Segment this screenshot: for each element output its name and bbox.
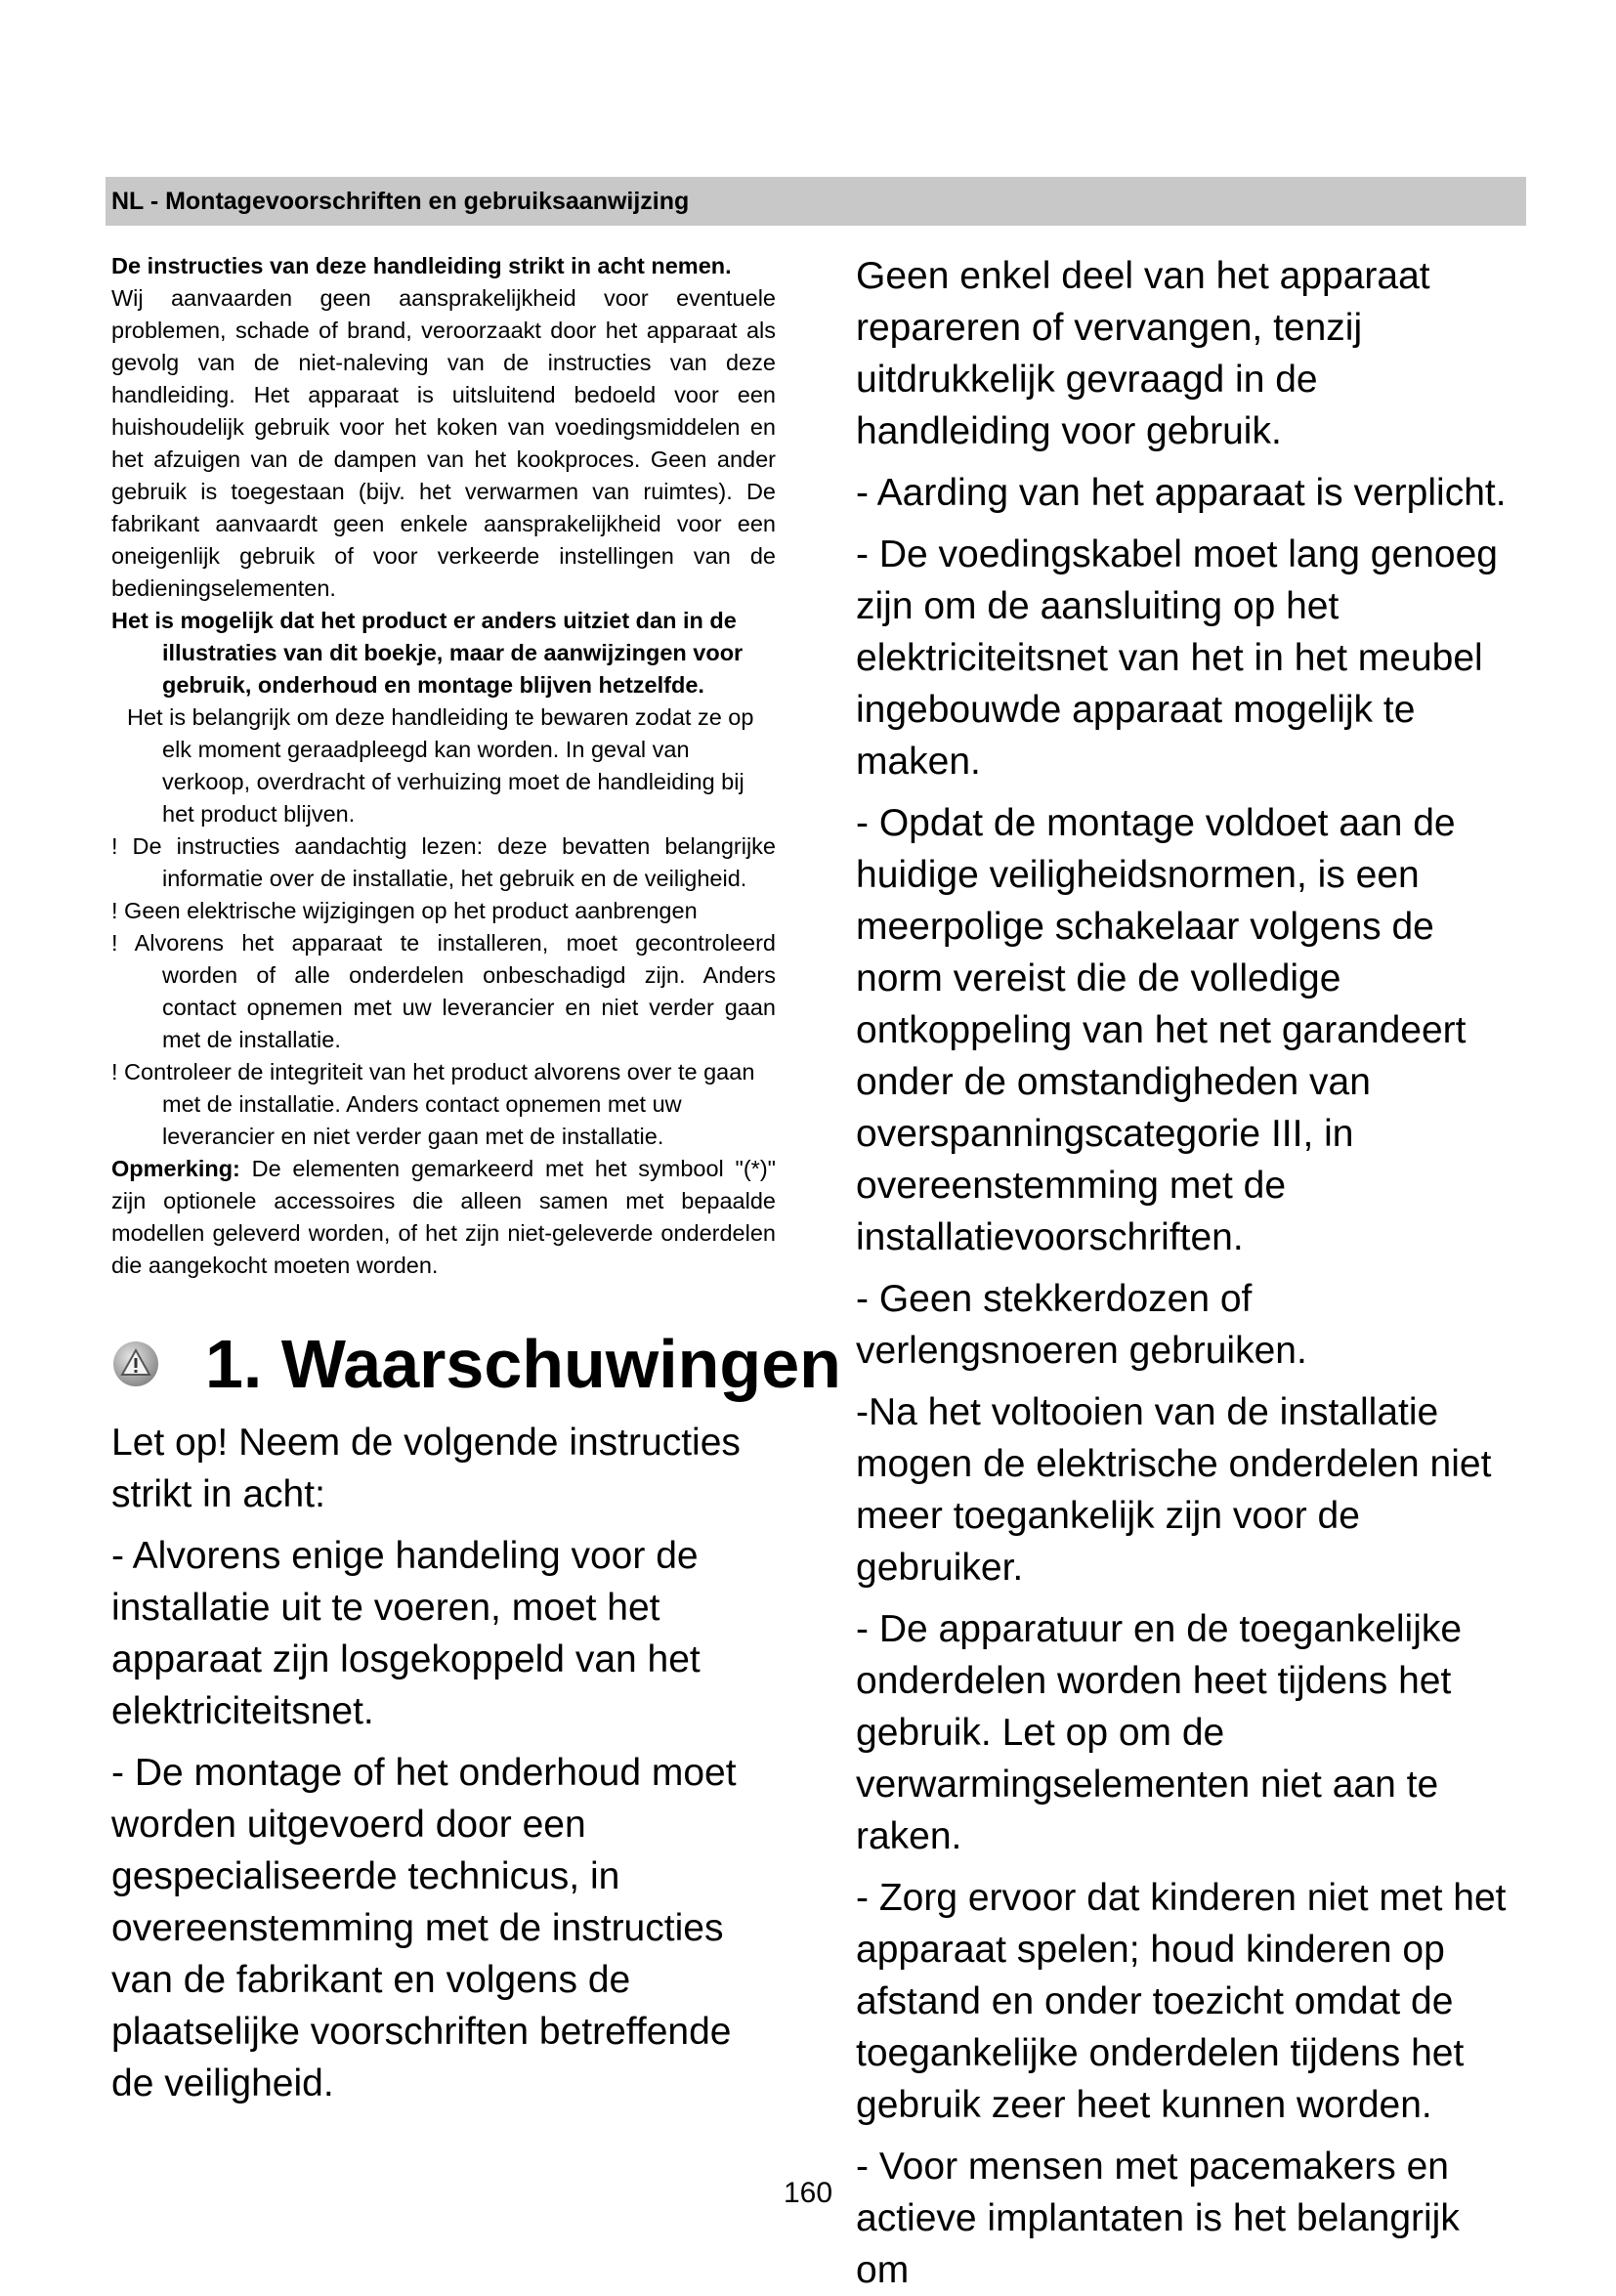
remark-label: Opmerking: — [111, 1156, 240, 1181]
keep-manual-paragraph: Het is belangrijk om deze handleiding te bewaren zodat ze op elk moment geraadpleegd kan worden. In geval van verkoop, overdracht of verhuizing moet de handleiding bij het product blijven. — [127, 704, 754, 827]
warning-paragraph: - Alvorens enige handeling voor de installatie uit te voeren, moet het apparaat zijn losgekoppeld van het elektriciteitsnet. — [111, 1535, 701, 1732]
right-column — [856, 250, 1520, 2296]
warning-paragraph: Geen enkel deel van het apparaat repareren of vervangen, tenzij uitdrukkelijk gevraagd in de handleiding voor gebruik. — [856, 255, 1430, 452]
intro-paragraph: Wij aanvaarden geen aansprakelijkheid voor eventuele problemen, schade of brand, veroorzaakt door het apparaat als gevolg van de niet-naleving van de instructies van deze handleiding. Het apparaat is uitsluitend bedoeld voor een huishoudelijk gebruik voor het koken van voedingsmiddelen en het afzuigen van de dampen van het kookproces. Geen ander gebruik is toegestaan (bijv. het verwarmen van ruimtes). De fabrikant aanvaardt geen enkele aansprakelijkheid voor een oneigenlijk gebruik of voor verkeerde instellingen van de bedieningselementen. — [111, 285, 776, 601]
warning-paragraph: - De voedingskabel moet lang genoeg zijn om de aansluiting op het elektriciteitsnet van het in het meubel ingebouwde apparaat mogelijk te maken. — [856, 533, 1498, 783]
warning-paragraph: -Na het voltooien van de installatie mogen de elektrische onderdelen niet meer toegankelijk zijn voor de gebruiker. — [856, 1391, 1492, 1589]
bullet-item: ! Controleer de integriteit van het product alvorens over te gaan met de installatie. Anders contact opnemen met uw leverancier en niet verder gaan met de installatie. — [111, 1059, 755, 1149]
warning-paragraph: - Aarding van het apparaat is verplicht. — [856, 472, 1507, 514]
left-column — [111, 250, 841, 2119]
bullet-item: ! Geen elektrische wijzigingen op het product aanbrengen — [111, 898, 698, 923]
warning-paragraph: - Opdat de montage voldoet aan de huidige veiligheidsnormen, is een meerpolige schakelaar volgens de norm vereist die de volledige ontkoppeling van het net garandeert onder de omstandigheden van overspanningscategorie III, in overeenstemming met de installatievoorschriften. — [856, 802, 1467, 1258]
warning-paragraph: - De montage of het onderhoud moet worden uitgevoerd door een gespecialiseerde technicus, in overeenstemming met de instructies van de fabrikant en volgens de plaatselijke voorschriften betreffende de veiligheid. — [111, 1752, 737, 2105]
warning-paragraph: - Voor mensen met pacemakers en actieve implantaten is het belangrijk om — [856, 2146, 1460, 2291]
warning-paragraph: - Zorg ervoor dat kinderen niet met het apparaat spelen; houd kinderen op afstand en onder toezicht omdat de toegankelijke onderdelen tijdens het gebruik zeer heet kunnen worden. — [856, 1877, 1507, 2126]
warning-paragraph: Let op! Neem de volgende instructies strikt in acht: — [111, 1422, 741, 1515]
warning-paragraph: - De apparatuur en de toegankelijke onderdelen worden heet tijdens het gebruik. Let op om de verwarmingselementen niet aan te raken. — [856, 1608, 1463, 1857]
warning-icon — [111, 1339, 160, 1388]
section-header-bar — [106, 177, 1526, 226]
bullet-item: ! De instructies aandachtig lezen: deze bevatten belangrijke informatie over de installatie, het gebruik en de veiligheid. — [111, 833, 776, 891]
bullet-item: ! Alvorens het apparaat te installeren, moet gecontroleerd worden of alle onderdelen onbeschadigd zijn. Anders contact opnemen met uw leverancier en niet verder gaan met de installatie. — [111, 930, 776, 1052]
section-title: 1. Waarschuwingen — [205, 1326, 841, 1402]
warning-paragraph: - Geen stekkerdozen of verlengsnoeren gebruiken. — [856, 1278, 1307, 1372]
section-heading — [111, 1317, 841, 1411]
page-number: 160 — [783, 2177, 833, 2209]
remark-text: De elementen gemarkeerd met het symbool "(*)" zijn optionele accessoires die alleen samen met bepaalde modellen geleverd worden, of het zijn niet-geleverde onderdelen die aangekocht moeten worden. — [111, 1156, 776, 1278]
page-header-title: NL - Montagevoorschriften en gebruiksaanwijzing — [111, 188, 690, 215]
intro-heading: De instructies van deze handleiding strikt in acht nemen. — [111, 253, 732, 278]
remark-paragraph — [111, 1153, 776, 1282]
bold-note: Het is mogelijk dat het product er anders uitziet dan in de illustraties van dit boekje, maar de aanwijzingen voor gebruik, onderhoud en montage blijven hetzelfde. — [111, 608, 744, 698]
